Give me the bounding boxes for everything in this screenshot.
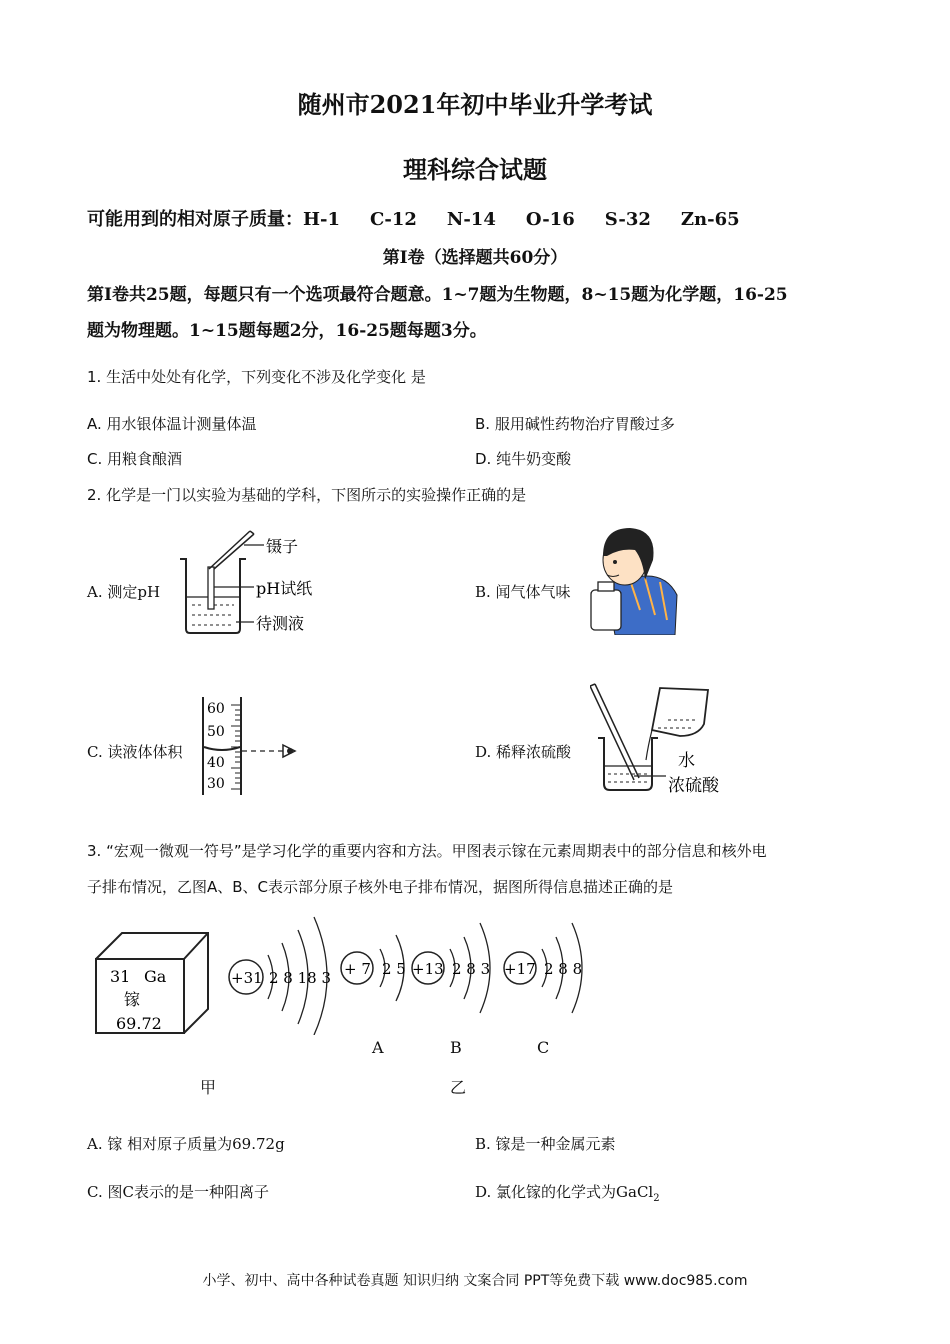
q1-option-b: B. 服用碱性药物治疗胃酸过多 <box>475 415 675 433</box>
exam-title: 随州市2021年初中毕业升学考试 <box>297 90 653 119</box>
q3-option-c: C. 图C表示的是一种阳离子 <box>87 1183 269 1201</box>
page-footer: 小学、初中、高中各种试卷真题 知识归纳 文案合同 PPT等免费下载 www.doc985.com <box>202 1273 748 1289</box>
q3-option-a: A. 镓 相对原子质量为69.72g <box>87 1135 285 1153</box>
element-cell-ga <box>92 925 212 1040</box>
atom-label-b: B <box>450 1038 462 1057</box>
label-tweezers: 镊子 <box>266 537 299 556</box>
subscript: 2 <box>653 1193 660 1204</box>
element-symbol: Ga <box>144 967 167 986</box>
atom-nucleus: +17 <box>504 960 536 978</box>
exam-subtitle: 理科综合试题 <box>403 155 547 184</box>
q3-option-d-text: D. 氯化镓的化学式为GaCl <box>475 1183 654 1201</box>
q2-option-a: A. 测定pH <box>87 583 161 601</box>
figure-measure-ph <box>170 525 320 640</box>
element-name: 镓 <box>124 990 141 1009</box>
atom-shells: 2 8 8 <box>544 960 583 978</box>
figure-read-volume <box>195 695 315 797</box>
atom-label-a: A <box>372 1038 384 1057</box>
element-mass: 69.72 <box>116 1014 162 1033</box>
label-test-liquid: 待测液 <box>256 614 305 633</box>
q1-stem: 1. 生活中处处有化学，下列变化不涉及化学变化 是 <box>87 368 426 386</box>
section-title: 第Ⅰ卷（选择题共60分） <box>382 248 568 268</box>
atom-nucleus: +31 <box>231 969 263 987</box>
element-number: 31 <box>110 967 131 986</box>
q3-option-b: B. 镓是一种金属元素 <box>475 1135 616 1153</box>
figure-smell-gas <box>585 520 685 635</box>
tick-label: 40 <box>207 755 225 771</box>
q2-option-d: D. 稀释浓硫酸 <box>475 743 572 761</box>
section-desc-line1: 第Ⅰ卷共25题，每题只有一个选项最符合题意。1~7题为生物题，8~15题为化学题，16-25 <box>87 285 788 305</box>
q1-option-a: A. 用水银体温计测量体温 <box>87 415 257 433</box>
atomic-masses <box>87 205 770 231</box>
q2-option-b: B. 闻气体气味 <box>475 583 571 601</box>
label-water: 水 <box>678 751 695 771</box>
tick-label: 50 <box>207 724 225 740</box>
q2-stem: 2. 化学是一门以实验为基础的学科，下图所示的实验操作正确的是 <box>87 486 527 504</box>
atom-diagram-ga <box>226 905 341 1035</box>
q3-option-d <box>475 1181 660 1204</box>
eye-icon <box>287 748 293 754</box>
mass-item: O-16 <box>525 209 575 230</box>
q3-stem-line1: 3. “宏观一微观一符号”是学习化学的重要内容和方法。甲图表示镓在元素周期表中的部分信息和核外电 <box>87 842 767 860</box>
atom-label-c: C <box>537 1038 550 1057</box>
atom-nucleus: + 7 <box>344 960 371 978</box>
tick-label: 30 <box>207 776 225 792</box>
atom-diagram-b <box>408 915 508 1025</box>
atom-nucleus: +13 <box>412 960 444 978</box>
q2-option-c: C. 读液体体积 <box>87 743 183 761</box>
atom-shells: 2 8 3 <box>452 960 491 978</box>
figure-label-jia: 甲 <box>200 1078 217 1097</box>
section-desc-line2: 题为物理题。1~15题每题2分，16-25题每题3分。 <box>87 321 487 341</box>
masses-label: 可能用到的相对原子质量： <box>87 209 303 230</box>
label-ph-paper: pH试纸 <box>256 579 313 598</box>
q1-option-c: C. 用粮食酿酒 <box>87 450 183 468</box>
figure-label-yi: 乙 <box>450 1078 467 1097</box>
figure-dilute-acid <box>590 680 730 798</box>
label-conc-acid: 浓硫酸 <box>668 776 719 796</box>
tick-label: 60 <box>207 701 225 717</box>
atom-shells: 2 8 18 3 <box>269 969 332 987</box>
atom-shells: 2 5 <box>382 960 406 978</box>
mass-item: S-32 <box>604 209 651 230</box>
atom-diagram-c <box>500 915 600 1025</box>
q1-option-d: D. 纯牛奶变酸 <box>475 450 572 468</box>
mass-item: C-12 <box>370 209 417 230</box>
mass-item: N-14 <box>446 209 496 230</box>
mass-item: Zn-65 <box>680 209 740 230</box>
mass-item: H-1 <box>303 209 341 230</box>
q3-stem-line2: 子排布情况，乙图A、B、C表示部分原子核外电子排布情况，据图所得信息描述正确的是 <box>87 878 674 896</box>
